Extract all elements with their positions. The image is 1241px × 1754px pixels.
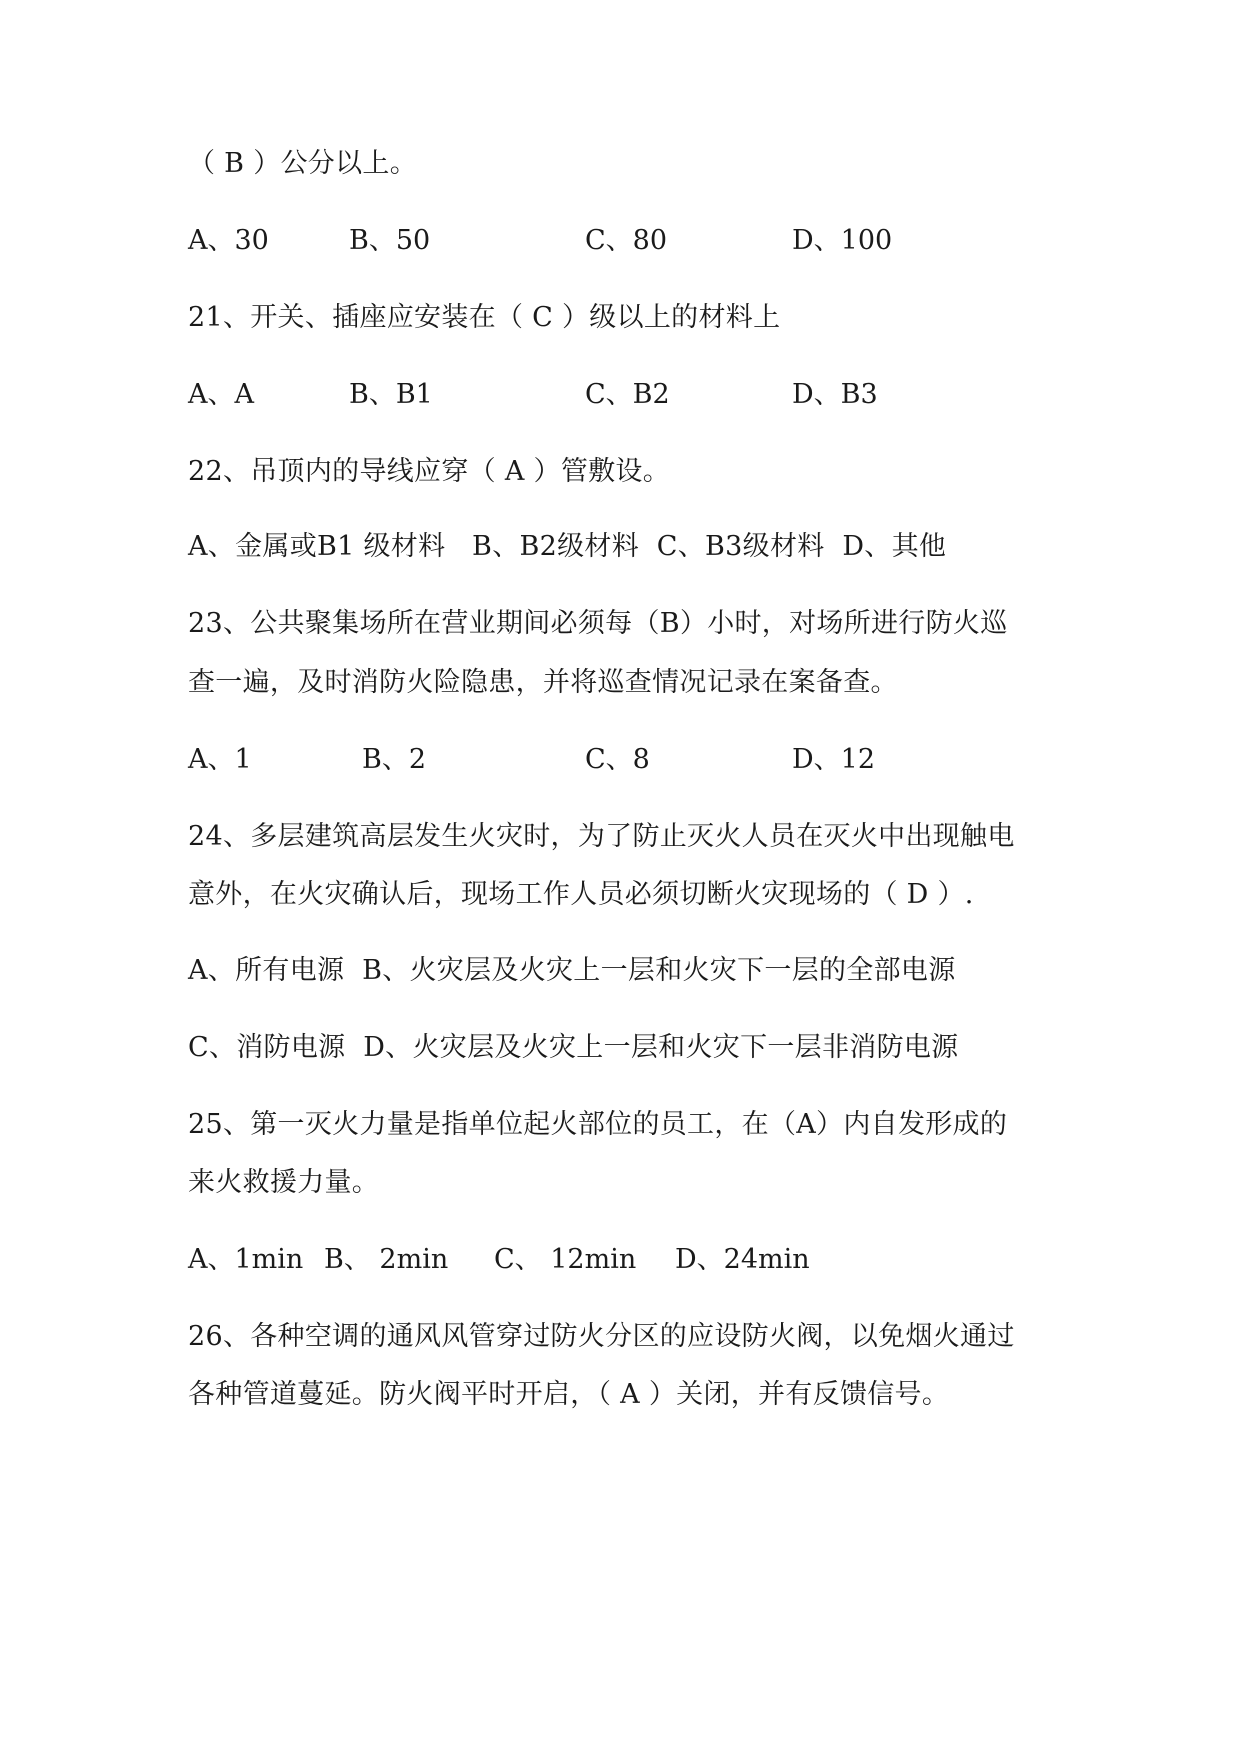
option-b: B、50 bbox=[349, 225, 431, 256]
option-a: A、30 bbox=[188, 225, 269, 256]
question-23-options bbox=[188, 744, 1088, 776]
question-24-options-line-1: A、所有电源 B、火灾层及火灾上一层和火灾下一层的全部电源 bbox=[188, 955, 956, 986]
question-20-tail: （ B ）公分以上。 bbox=[188, 148, 418, 179]
question-21-options bbox=[188, 379, 1088, 411]
option-d: D、24min bbox=[675, 1244, 810, 1275]
option-c: C、80 bbox=[585, 225, 668, 256]
question-23-line-1: 23、公共聚集场所在营业期间必须每（B）小时，对场所进行防火巡 bbox=[188, 608, 1008, 639]
question-26-line-2: 各种管道蔓延。防火阀平时开启，（ A ）关闭，并有反馈信号。 bbox=[188, 1379, 950, 1410]
option-a: A、1 bbox=[188, 744, 252, 775]
question-22-options: A、金属或B1 级材料 B、B2级材料 C、B3级材料 D、其他 bbox=[188, 531, 947, 562]
option-a: A、1min bbox=[188, 1244, 304, 1275]
question-24-line-2: 意外，在火灾确认后，现场工作人员必须切断火灾现场的（ D ）. bbox=[188, 879, 974, 910]
option-c: C、B2 bbox=[585, 379, 670, 410]
option-c: C、 12min bbox=[494, 1244, 637, 1275]
question-24-options-line-2: C、消防电源 D、火灾层及火灾上一层和火灾下一层非消防电源 bbox=[188, 1032, 959, 1063]
option-a: A、A bbox=[188, 379, 254, 410]
question-26-line-1: 26、各种空调的通风风管穿过防火分区的应设防火阀，以免烟火通过 bbox=[188, 1321, 1015, 1352]
question-25-options bbox=[188, 1244, 1088, 1276]
question-20-options bbox=[188, 225, 1088, 257]
option-c: C、8 bbox=[585, 744, 650, 775]
question-22: 22、吊顶内的导线应穿（ A ）管敷设。 bbox=[188, 456, 671, 487]
question-21: 21、开关、插座应安装在（ C ）级以上的材料上 bbox=[188, 302, 781, 333]
question-25-line-2: 来火救援力量。 bbox=[188, 1167, 380, 1198]
option-d: D、12 bbox=[792, 744, 876, 775]
question-25-line-1: 25、第一灭火力量是指单位起火部位的员工，在（A）内自发形成的 bbox=[188, 1109, 1008, 1140]
option-b: B、 2min bbox=[324, 1244, 449, 1275]
option-b: B、2 bbox=[362, 744, 427, 775]
question-24-line-1: 24、多层建筑高层发生火灾时，为了防止灭火人员在灭火中出现触电 bbox=[188, 821, 1015, 852]
option-b: B、B1 bbox=[349, 379, 433, 410]
option-d: D、100 bbox=[792, 225, 893, 256]
option-d: D、B3 bbox=[792, 379, 878, 410]
question-23-line-2: 查一遍，及时消防火险隐患，并将巡查情况记录在案备查。 bbox=[188, 667, 898, 698]
